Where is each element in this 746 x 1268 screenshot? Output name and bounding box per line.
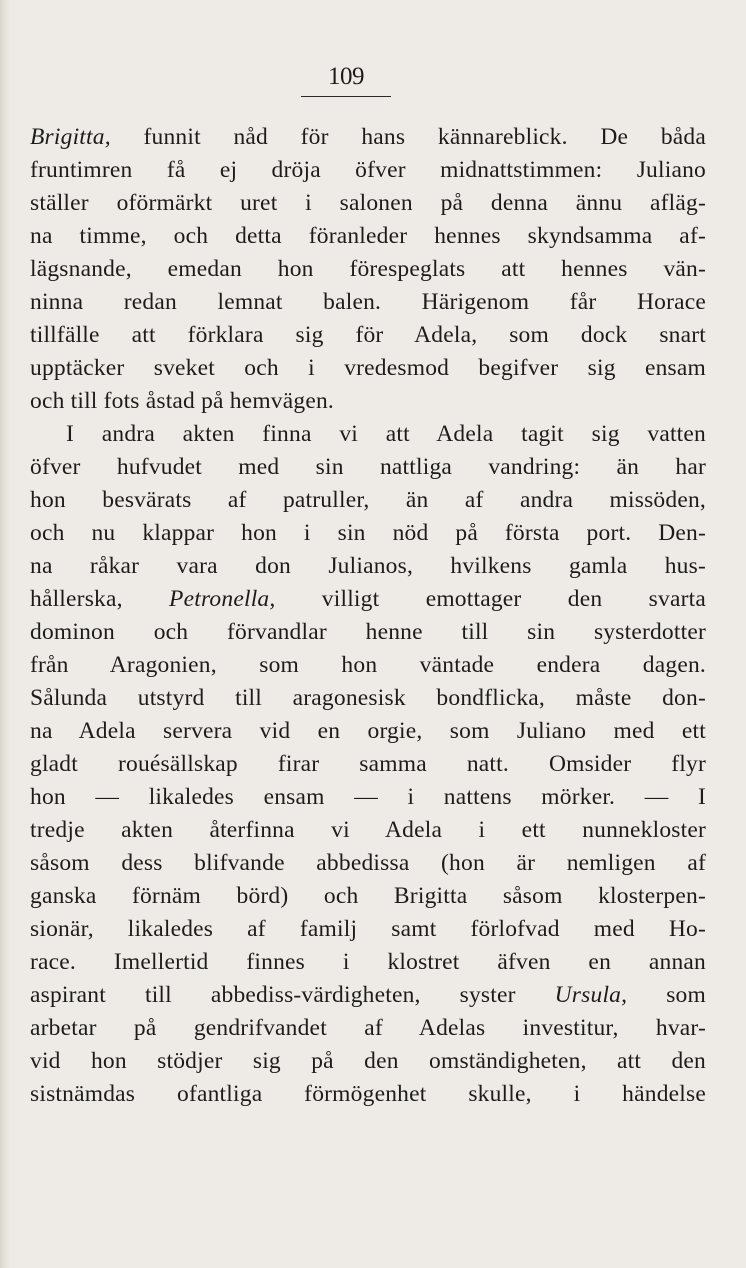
text-segment: hållerska, [30,586,170,612]
text-line [30,781,706,814]
italic-name: Ursula, [554,982,628,1008]
text-line [30,682,706,715]
text-line [30,484,706,517]
page-binding-edge [0,0,10,1268]
text-line [30,979,706,1012]
text-segment: na timme, och detta föranleder hennes skyndsamma af- [30,223,706,249]
text-segment: såsom dess blifvande abbedissa (hon är nemligen af [30,850,706,876]
text-line [30,649,706,682]
text-line [30,1045,706,1078]
text-line [30,154,706,187]
text-segment: gladt rouésällskap firar samma natt. Omsider flyr [30,751,706,777]
text-segment: upptäcker sveket och i vredesmod begifver sig ensam [30,355,706,381]
text-line [30,1078,706,1111]
text-segment: I andra akten finna vi att Adela tagit sig vatten [66,421,706,447]
text-line [30,550,706,583]
text-segment: Sålunda utstyrd till aragonesisk bondflicka, måste don- [30,685,706,711]
text-segment: sionär, likaledes af familj samt förlofvad med Ho- [30,916,706,942]
text-line [30,715,706,748]
italic-name: Petronella, [169,586,276,612]
text-segment: som [627,982,706,1008]
text-segment: och till fots åstad på hemvägen. [30,388,334,414]
text-line [30,121,706,154]
page-number: 109 [328,63,364,90]
text-line [30,418,706,451]
page-number-rule [301,96,391,97]
text-line [30,319,706,352]
text-line [30,748,706,781]
text-segment: dominon och förvandlar henne till sin systerdotter [30,619,706,645]
text-line [30,616,706,649]
text-line [30,286,706,319]
text-segment: na Adela servera vid en orgie, som Juliano med ett [30,718,706,744]
text-segment: tillfälle att förklara sig för Adela, som dock snart [30,322,706,348]
text-segment: vid hon stödjer sig på den omständigheten, att den [30,1048,706,1074]
text-segment: race. Imellertid finnes i klostret äfven en annan [30,949,706,975]
text-line [30,220,706,253]
text-segment: tredje akten återfinna vi Adela i ett nunnekloster [30,817,706,843]
text-segment: ninna redan lemnat balen. Härigenom får Horace [30,289,706,315]
text-segment: och nu klappar hon i sin nöd på första port. Den- [30,520,706,546]
text-line [30,187,706,220]
text-segment: villigt emottager den svarta [275,586,706,612]
text-segment: fruntimren få ej dröja öfver midnattstimmen: Juliano [30,157,706,183]
text-segment: na råkar vara don Julianos, hvilkens gamla hus- [30,553,706,579]
text-segment: sistnämdas ofantliga förmögenhet skulle, i händelse [30,1081,706,1107]
text-line [30,913,706,946]
text-line [30,451,706,484]
body-text [30,121,706,1111]
text-segment: lägsnande, emedan hon förespeglats att hennes vän- [30,256,706,282]
text-segment: funnit nåd för hans kännareblick. De båda [110,124,706,150]
text-line [30,352,706,385]
text-line [30,814,706,847]
text-line [30,1012,706,1045]
text-segment: från Aragonien, som hon väntade endera dagen. [30,652,706,678]
text-segment: hon — likaledes ensam — i nattens mörker. — I [30,784,706,810]
text-segment: arbetar på gendrifvandet af Adelas investitur, hvar- [30,1015,706,1041]
text-line [30,253,706,286]
text-segment: aspirant till abbediss-värdigheten, syster [30,982,555,1008]
text-line [30,880,706,913]
text-line [30,583,706,616]
text-segment: ställer oförmärkt uret i salonen på denna ännu afläg- [30,190,706,216]
text-line [30,847,706,880]
text-segment: öfver hufvudet med sin nattliga vandring: än har [30,454,706,480]
text-line [30,385,706,418]
text-line [30,946,706,979]
text-line [30,517,706,550]
text-segment: ganska förnäm börd) och Brigitta såsom klosterpen- [30,883,706,909]
italic-name: Brigitta, [30,124,111,150]
text-segment: hon besvärats af patruller, än af andra missöden, [30,487,706,513]
